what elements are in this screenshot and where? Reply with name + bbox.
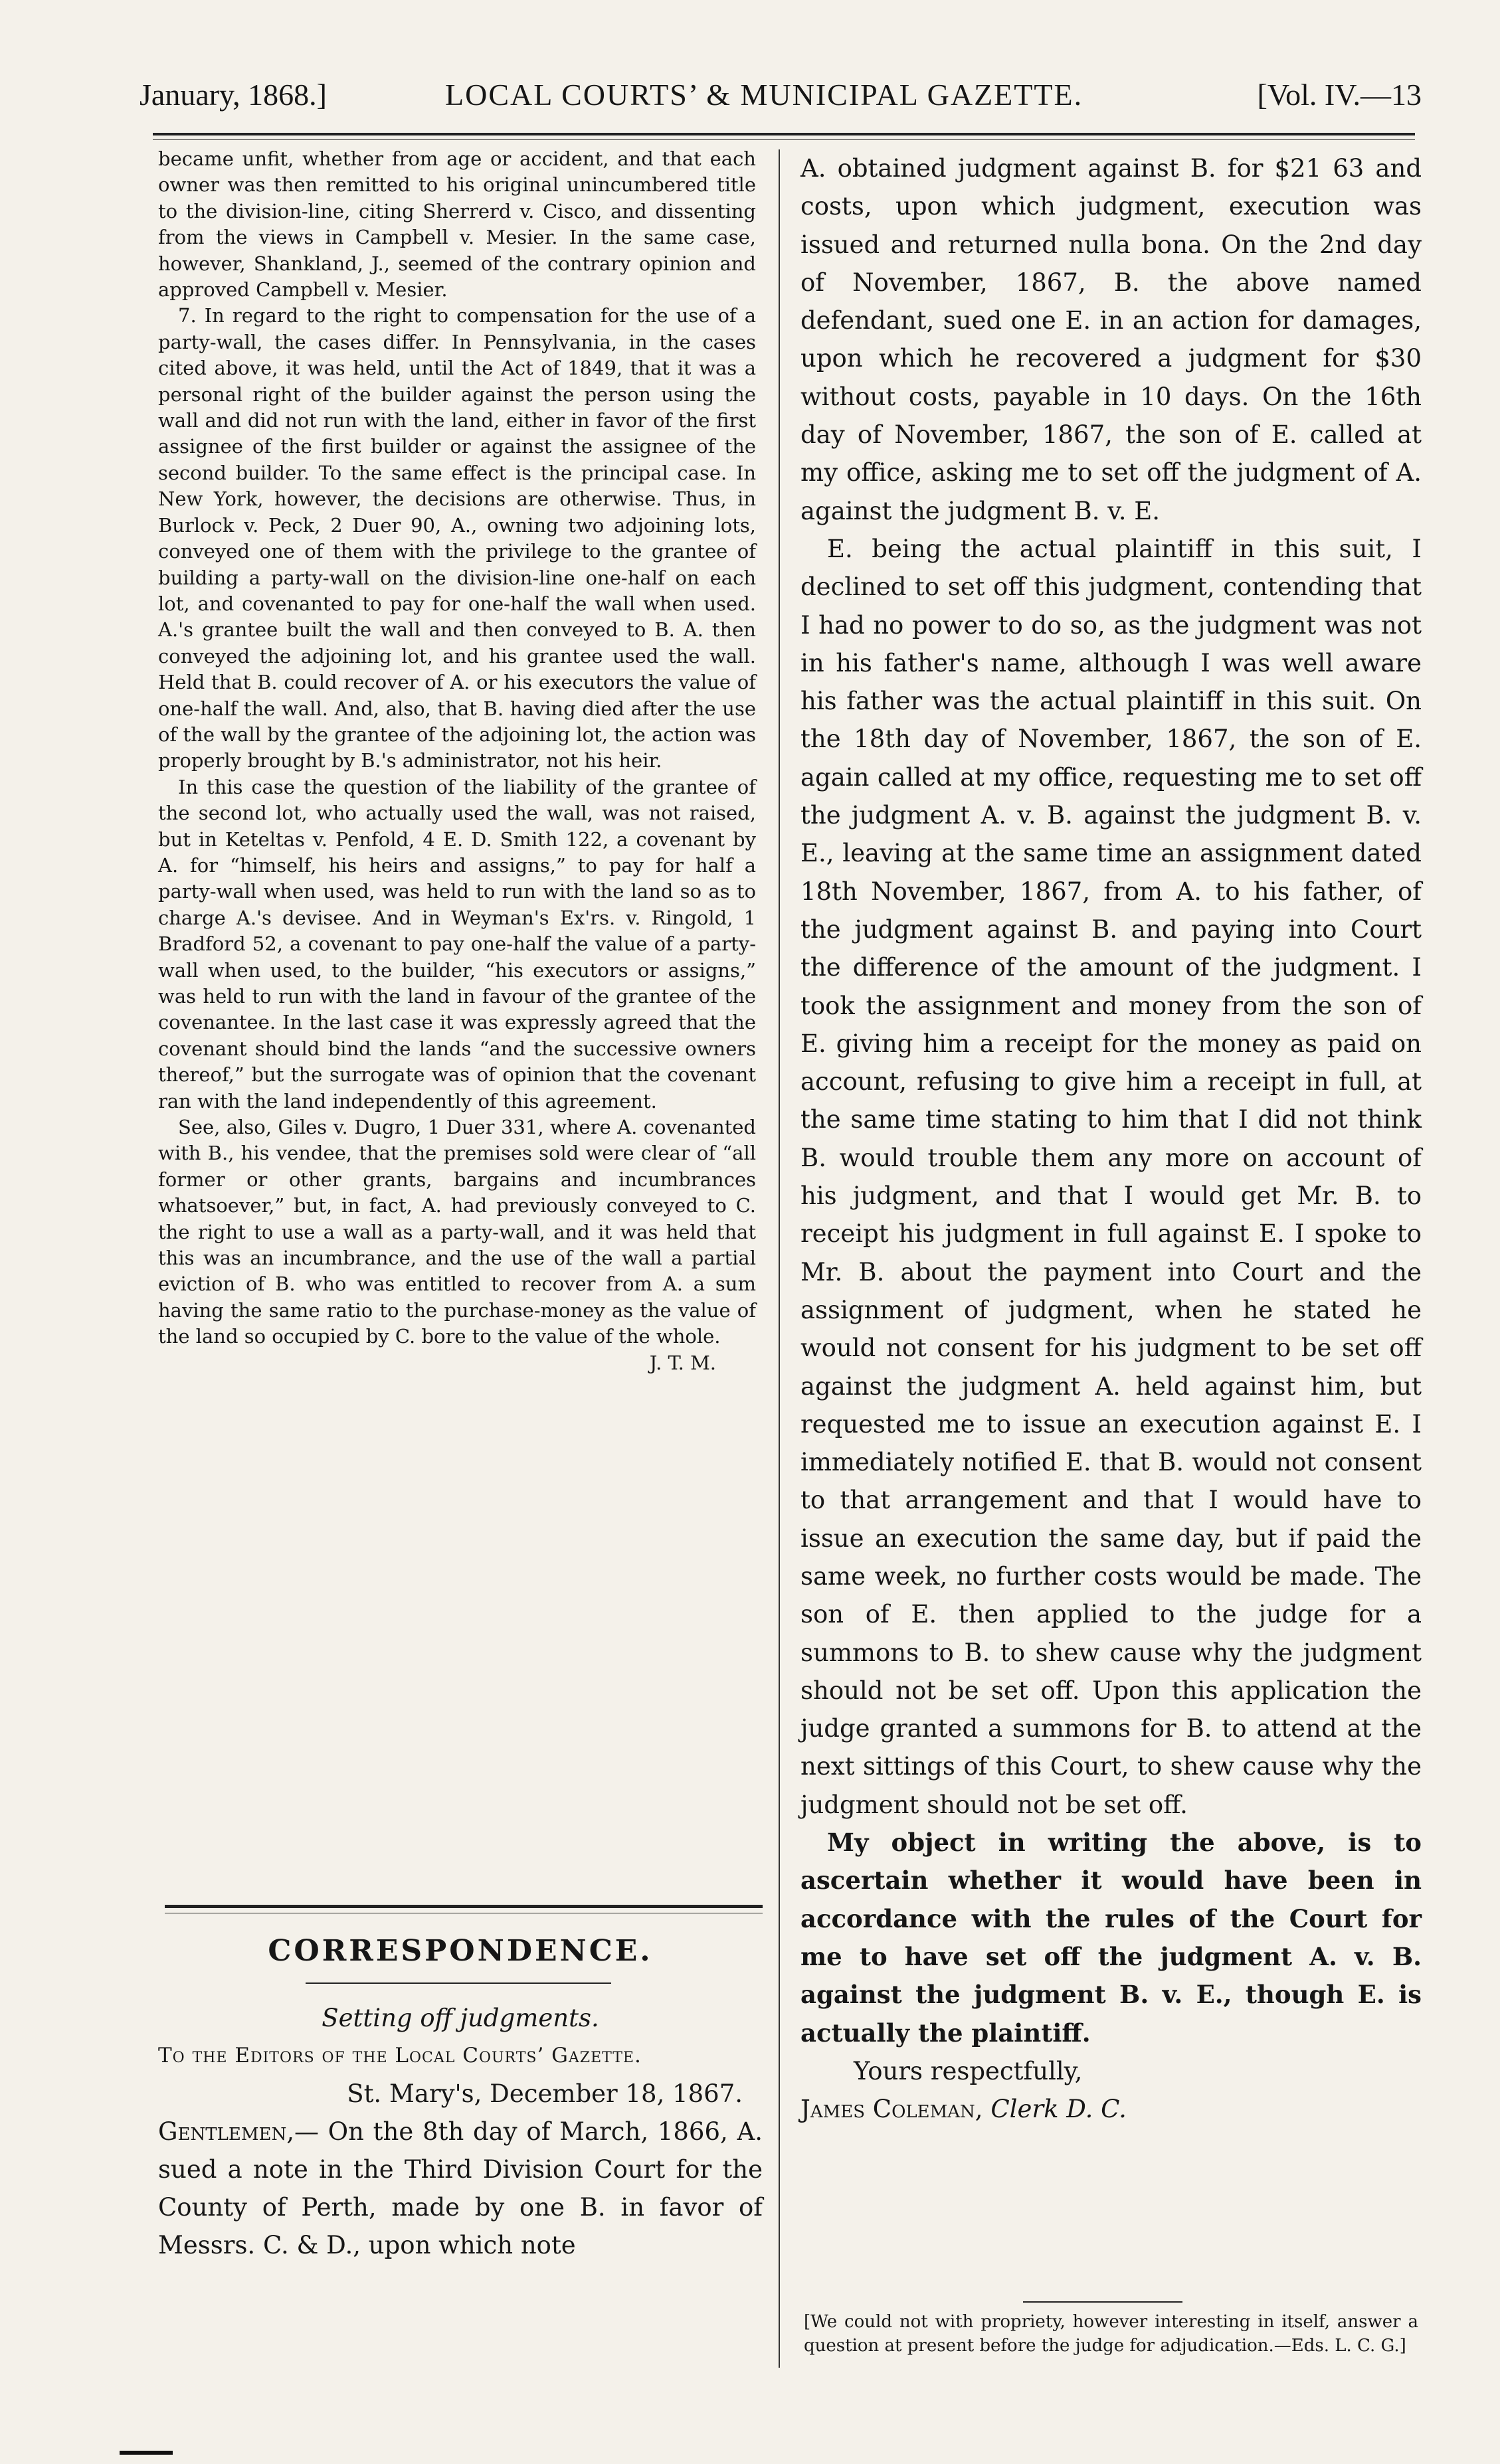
letter-closing: Yours respectfully, bbox=[854, 2056, 1083, 2085]
correspondence-rule bbox=[306, 1982, 611, 1984]
letter-salutation: Gentlemen,— bbox=[158, 2117, 319, 2146]
volume-page-number: [Vol. IV.—13 bbox=[1257, 78, 1422, 112]
letter-signature bbox=[800, 2090, 1422, 2128]
signature-title: Clerk D. C. bbox=[990, 2095, 1127, 2124]
section-rule-thick bbox=[165, 1905, 763, 1908]
issue-date: January, 1868.] bbox=[140, 78, 327, 112]
left-column bbox=[158, 146, 756, 1376]
left-paragraph: In this case the question of the liability of the grantee of the second lot, who actually used the wall, was not raised, but in Keteltas v. Penfold, 4 E. D. Smith 122, a covenant by A. for “himself, his heirs and assigns,” to pay for half a party-wall when used, was held to run with the land so as to charge A.'s devisee. And in Weyman's Ex'rs. v. Ringold, 1 Bradford 52, a covenant to pay one-half the value of a party-wall when used, to the builder, “his executors or assigns,” was held to run with the land in favour of the grantee of the covenantee. In the last case it was expressly agreed that the covenant should bind the lands “and the successive owners thereof,” but the surrogate was of opinion that the covenant ran with the land independently of this agreement. bbox=[158, 775, 756, 1112]
header-rule bbox=[153, 133, 1415, 135]
letter-subheading: Setting off judgments. bbox=[322, 2004, 599, 2032]
left-paragraph: See, also, Giles v. Dugro, 1 Duer 331, where A. covenanted with B., his vendee, that the premises sold were clear of “all former or other grants, bargains and incumbrances whatsoever,” but, in fact, A. had previously conveyed to C. the right to use a wall as a party-wall, and it was held that this was an incumbrance, and the use of the wall a partial eviction of B. who was entitled to recover from A. a sum having the same ratio to the purchase-money as the value of the land so occupied by C. bore to the value of the whole. bbox=[158, 1116, 756, 1348]
left-paragraph: became unfit, whether from age or accident, and that each owner was then remitted to his original unincumbered title to the division-line, citing Sherrerd v. Cisco, and dissenting from the views in Campbell v. Mesier. In the same case, however, Shankland, J., seemed of the contrary opinion and approved Campbell v. Mesier. bbox=[158, 147, 756, 302]
publication-title: LOCAL COURTS’ & MUNICIPAL GAZETTE. bbox=[445, 78, 1083, 112]
letter-dateline: St. Mary's, December 18, 1867. bbox=[347, 2079, 743, 2108]
editor-note: [We could not with propriety, however interesting in itself, answer a question at present before the judge for adjudication.—Eds. L. C. G.] bbox=[804, 2312, 1418, 2356]
scan-edge-mark bbox=[120, 2451, 173, 2455]
correspondence-letter-start bbox=[158, 1999, 763, 2264]
letter-addressee: To the Editors of the Local Courts’ Gazette. bbox=[158, 2044, 642, 2068]
right-paragraph: E. being the actual plaintiff in this suit, I declined to set off this judgment, contending that I had no power to do so, as the judgment was not in his father's name, although I was well aware his father was the actual plaintiff in this suit. On the 18th day of November, 1867, the son of E. again called at my office, requesting me to set off the judgment A. v. B. against the judgment B. v. E., leaving at the same time an assignment dated 18th November, 1867, from A. to his father, of the judgment against B. and paying into Court the difference of the amount of the judgment. I took the assignment and money from the son of E. giving him a receipt for the money as paid on account, refusing to give him a receipt in full, at the same time stating to him that I did not think B. would trouble them any more on account of his judgment, and that I would get Mr. B. to receipt his judgment in full against E. I spoke to Mr. B. about the payment into Court and the assignment of judgment, when he stated he would not consent for his judgment to be set off against the judgment A. held against him, but requested me to issue an execution against E. I immediately notified E. that B. would not consent to that arrangement and that I would have to issue an execution the same day, but if paid the same week, no further costs would be made. The son of E. then applied to the judge for a summons to B. to shew cause why the judgment should not be set off. Upon this application the judge granted a summons for B. to attend at the next sittings of this Court, to shew cause why the judgment should not be set off. bbox=[800, 534, 1422, 1819]
letter-opening bbox=[158, 2113, 763, 2264]
left-paragraph: 7. In regard to the right to compensation for the use of a party-wall, the cases differ. In Pennsylvania, in the cases cited above, it was held, until the Act of 1849, that it was a personal right of the builder against the person using the wall and did not run with the land, either in favor of the first assignee of the first builder or against the assignee of the second builder. To the same effect is the principal case. In New York, however, the decisions are otherwise. Thus, in Burlock v. Peck, 2 Duer 90, A., owning two adjoining lots, conveyed one of them with the privilege to the grantee of building a party-wall on the division-line one-half on each lot, and covenanted to pay for one-half the wall when used. A.'s grantee built the wall and then conveyed to B. A. then conveyed the adjoining lot, and his grantee used the wall. Held that B. could recover of A. or his executors the value of one-half the wall. And, also, that B. having died after the use of the wall by the grantee of the adjoining lot, the action was properly brought by B.'s administrator, not his heir. bbox=[158, 304, 756, 772]
article-signature: J. T. M. bbox=[649, 1351, 716, 1374]
column-divider bbox=[779, 149, 780, 2368]
right-column bbox=[800, 149, 1422, 2128]
right-paragraph: A. obtained judgment against B. for $21 63 and costs, upon which judgment, execution was issued and returned nulla bona. On the 2nd day of November, 1867, B. the above named defendant, sued one E. in an action for damages, upon which he recovered a judgment for $30 without costs, payable in 10 days. On the 16th day of November, 1867, the son of E. called at my office, asking me to set off the judgment of A. against the judgment B. v. E. bbox=[800, 154, 1422, 525]
correspondence-heading: CORRESPONDENCE. bbox=[268, 1934, 653, 1968]
letter-opening-text: On the 8th day of March, 1866, A. sued a note in the Third Division Court for the County of Perth, made by one B. in favor of Messrs. C. & D., upon which note bbox=[158, 2117, 763, 2259]
right-paragraph: My object in writing the above, is to ascertain whether it would have been in accordance with the rules of the Court for me to have set off the judgment A. v. B. against the judgment B. v. E., though E. is actually the plaintiff. bbox=[800, 1828, 1422, 2048]
page-header bbox=[140, 61, 1422, 125]
signature-name: James Coleman, bbox=[800, 2095, 983, 2124]
note-rule bbox=[1023, 2301, 1182, 2303]
header-rule-thin bbox=[153, 139, 1415, 140]
